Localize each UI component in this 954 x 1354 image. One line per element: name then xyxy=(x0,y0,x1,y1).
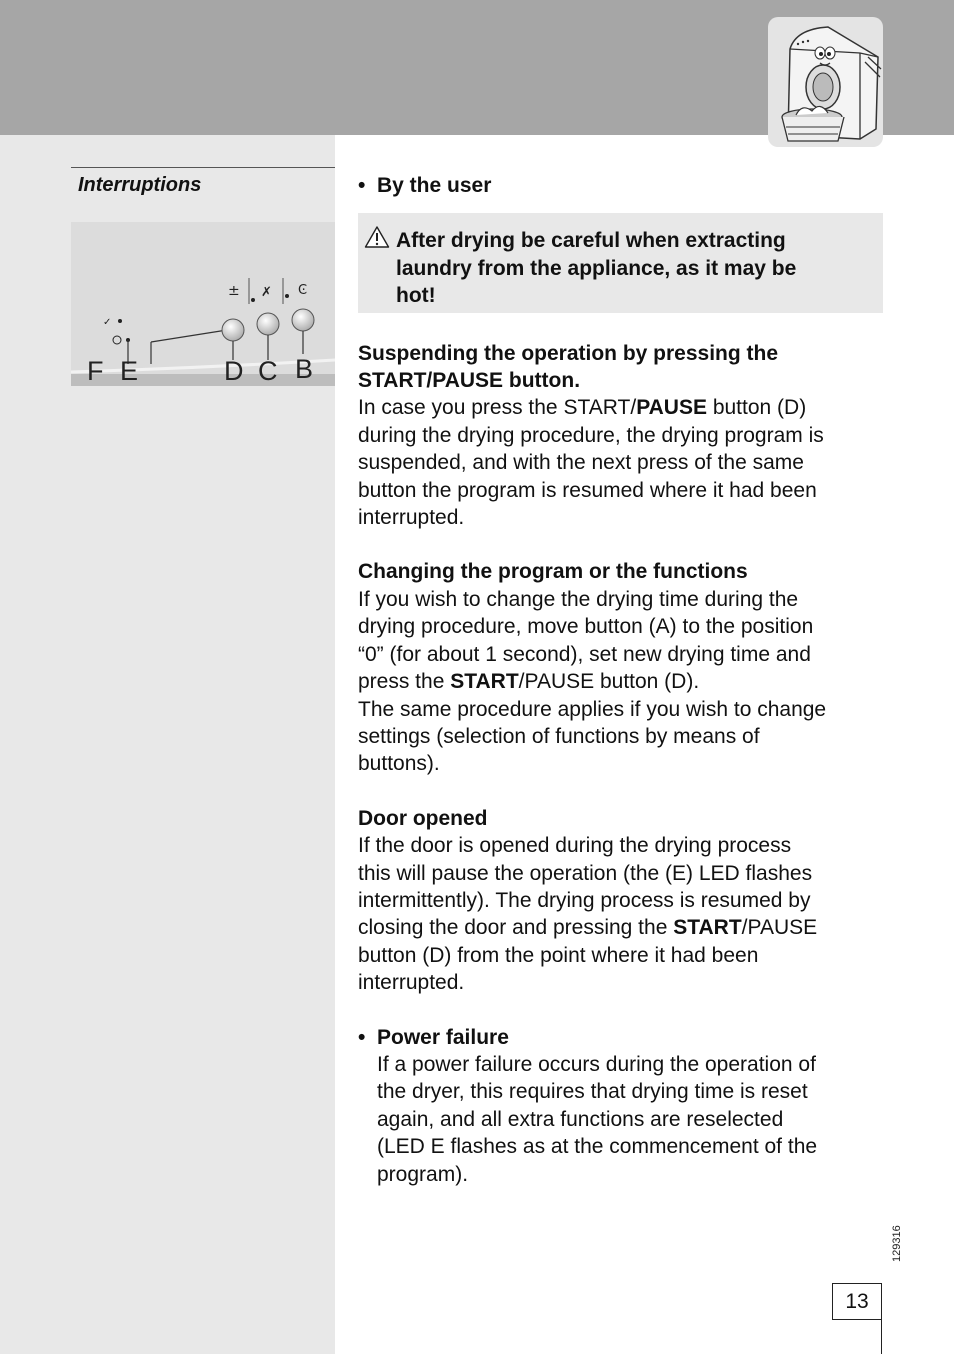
change-line: If you wish to change the drying time during the xyxy=(358,587,799,611)
suspend-line: button the program is resumed where it had been xyxy=(358,478,817,502)
page-tick-line xyxy=(881,1320,882,1354)
by-user-heading: • By the user xyxy=(358,174,492,197)
dryer-mascot-logo xyxy=(768,17,883,147)
suspend-line: during the drying procedure, the drying program is xyxy=(358,423,824,447)
power-line: the dryer, this requires that drying time is reset xyxy=(377,1080,808,1104)
suspend-line: suspended, and with the next press of the same xyxy=(358,451,804,475)
warning-line: After drying be careful when extracting xyxy=(396,229,786,253)
warning-line: hot! xyxy=(396,284,436,308)
change-line: buttons). xyxy=(358,752,440,776)
door-line: this will pause the operation (the (E) LED flashes xyxy=(358,861,813,885)
warning-triangle-icon xyxy=(364,225,390,249)
main-content xyxy=(358,172,883,1188)
suspend-heading: Suspending the operation by pressing the xyxy=(358,341,779,365)
power-line: program). xyxy=(377,1162,469,1186)
door-line: intermittently). The drying process is resumed by xyxy=(358,888,811,912)
power-line: (LED E flashes as at the commencement of the xyxy=(377,1135,818,1159)
door-line: closing the door and pressing the START/PAUSE xyxy=(358,916,818,940)
power-line: again, and all extra functions are reselected xyxy=(377,1107,784,1131)
suspend-heading: START/PAUSE button. xyxy=(358,369,581,393)
label-d: D xyxy=(224,356,244,386)
label-f: F xyxy=(87,356,104,386)
change-line: settings (selection of functions by means of xyxy=(358,724,760,748)
door-heading: Door opened xyxy=(358,806,488,830)
warning-line: laundry from the appliance, as it may be xyxy=(396,256,797,280)
door-line: button (D) from the point where it had been xyxy=(358,943,759,967)
document-code: 129316 xyxy=(891,1225,903,1262)
change-line: “0” (for about 1 second), set new drying time and xyxy=(358,642,811,666)
door-line: If the door is opened during the drying process xyxy=(358,834,792,858)
svg-text:Ͼ: Ͼ xyxy=(298,283,308,298)
power-line: If a power failure occurs during the operation of xyxy=(377,1052,816,1076)
change-line: press the START/PAUSE button (D). xyxy=(358,670,700,694)
power-heading: • Power failure xyxy=(358,1025,509,1049)
change-line: drying procedure, move button (A) to the position xyxy=(358,615,814,639)
dryer-mascot-icon xyxy=(768,17,883,147)
page-number: 13 xyxy=(832,1283,882,1320)
label-b: B xyxy=(295,354,314,384)
svg-text:±: ± xyxy=(228,283,240,299)
control-panel-illustration xyxy=(71,222,335,386)
change-line: The same procedure applies if you wish to change xyxy=(358,697,827,721)
label-e: E xyxy=(120,356,139,386)
control-panel-diagram xyxy=(71,222,335,386)
svg-text:✓: ✓ xyxy=(103,317,112,328)
suspend-line: interrupted. xyxy=(358,506,465,530)
section-label: Interruptions xyxy=(78,174,202,196)
suspend-line: In case you press the START/PAUSE button (D) xyxy=(358,396,807,420)
svg-text:✗: ✗ xyxy=(261,285,272,300)
door-line: interrupted. xyxy=(358,971,465,995)
section-rule xyxy=(71,167,335,168)
change-heading: Changing the program or the functions xyxy=(358,560,748,584)
warning-box xyxy=(358,213,883,312)
label-c: C xyxy=(258,356,278,386)
